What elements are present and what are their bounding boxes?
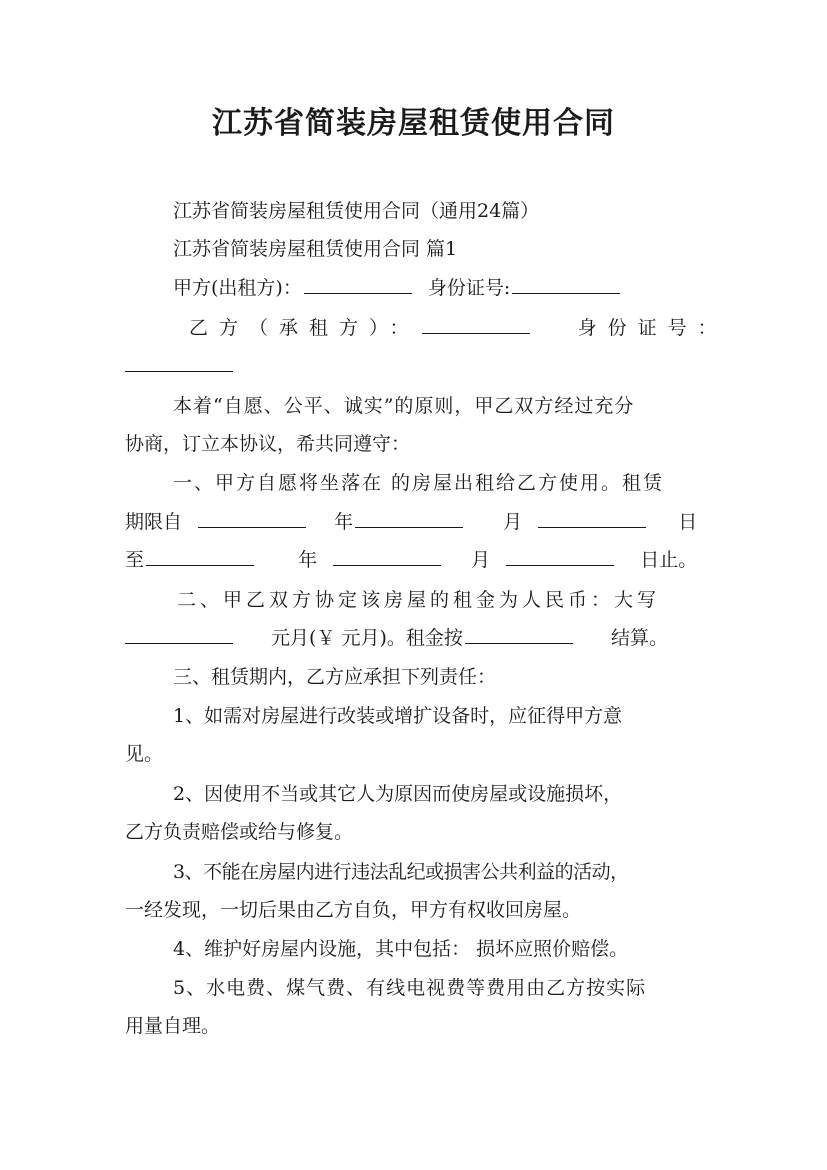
rent-settlement-blank (465, 621, 573, 644)
rent-amount-blank (125, 621, 233, 644)
clause-1-line-1: 一、甲方自愿将坐落在 的房屋出租给乙方使用。租赁 (173, 472, 665, 494)
lease-to-year-label: 年 (298, 549, 318, 571)
item-5-line-1: 5、水电费、煤气费、有线电视费等费用由乙方按实际 (173, 977, 647, 999)
lease-to-year-blank (146, 543, 254, 566)
document-title: 江苏省简装房屋租赁使用合同 (212, 106, 615, 141)
lease-from-month-blank (355, 505, 463, 528)
document-subtitle: 江苏省简装房屋租赁使用合同（通用24篇） (173, 200, 540, 222)
clause-1-line-2 (125, 503, 715, 541)
item-2-line-2: 乙方负责赔偿或给与修复。 (125, 821, 354, 843)
party-a-label: 甲方(出租方)： (173, 277, 302, 299)
lease-to-month-blank (333, 543, 441, 566)
party-a-name-blank (304, 271, 412, 294)
preamble-line-2: 协商，订立本协议，希共同遵守： (125, 433, 411, 455)
lease-to-day-label: 日止。 (640, 549, 698, 571)
chapter-heading: 江苏省简装房屋租赁使用合同 篇1 (173, 238, 458, 260)
item-1-line-1: 1、如需对房屋进行改装或增扩设备时，应征得甲方意 (173, 705, 623, 727)
rent-settlement-label: 结算。 (610, 627, 668, 649)
item-1-line-2: 见。 (125, 743, 164, 765)
preamble-line-1: 本着“自愿、公平、诚实”的原则，甲乙双方经过充分 (173, 395, 635, 417)
rent-amount-label: 元月(￥ 元月)。租金按 (271, 627, 463, 649)
party-a-id-blank (512, 271, 620, 294)
item-5-line-2: 用量自理。 (125, 1015, 221, 1037)
party-b-line (125, 309, 728, 347)
lease-from-day-label: 日 (678, 511, 698, 533)
clause-1-line-3 (125, 541, 715, 579)
item-3-line-2: 一经发现，一切后果由乙方自负，甲方有权收回房屋。 (125, 899, 582, 921)
lease-from-year-blank (198, 505, 306, 528)
lease-from-label: 期限自 (125, 511, 183, 533)
item-3-line-1: 3、不能在房屋内进行违法乱纪或损害公共利益的活动， (173, 861, 629, 883)
item-4-line: 4、维护好房屋内设施，其中包括： 损坏应照价赔偿。 (173, 938, 629, 960)
lease-to-label: 至 (125, 549, 145, 571)
party-b-id-blank (125, 349, 233, 372)
party-b-label: 乙方（承租方）： (189, 317, 420, 339)
party-a-id-label: 身份证号: (427, 277, 511, 299)
party-a-line (125, 269, 715, 307)
party-b-name-blank (422, 311, 530, 334)
clause-2-line-1: 二、甲乙双方协定该房屋的租金为人民币：大写 (177, 589, 661, 611)
lease-to-day-blank (506, 543, 614, 566)
item-2-line-1: 2、因使用不当或其它人为原因而使房屋或设施损坏， (173, 783, 623, 805)
lease-from-year-label: 年 (334, 511, 354, 533)
party-b-id-line (125, 347, 715, 385)
clause-2-line-2 (125, 619, 715, 657)
party-b-id-label: 身份证号： (577, 317, 728, 339)
lease-from-month-label: 月 (503, 511, 523, 533)
lease-to-month-label: 月 (471, 549, 491, 571)
lease-from-day-blank (538, 505, 646, 528)
clause-3-heading: 三、租赁期内，乙方应承担下列责任： (173, 666, 497, 688)
